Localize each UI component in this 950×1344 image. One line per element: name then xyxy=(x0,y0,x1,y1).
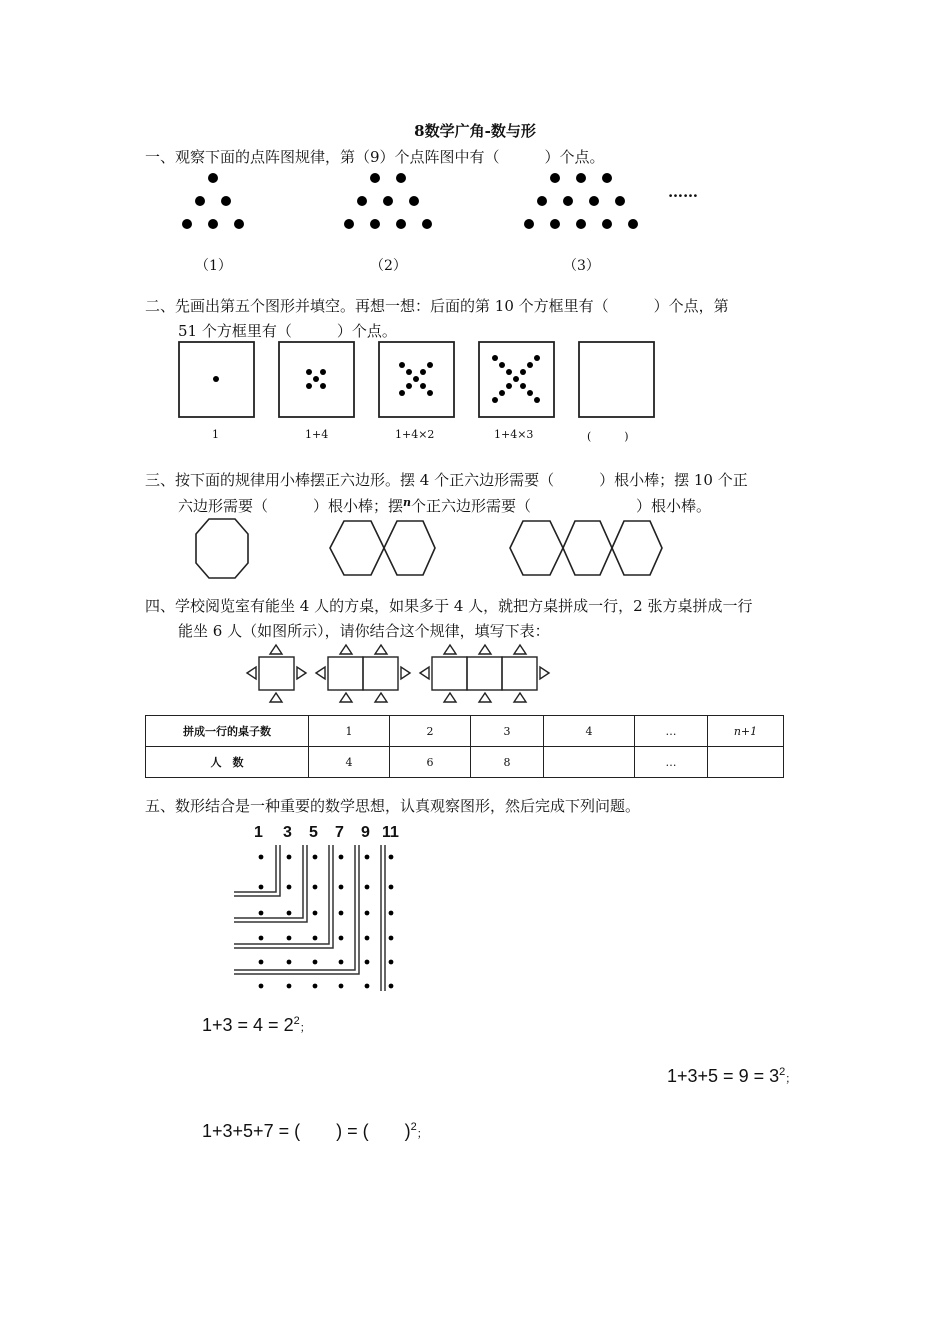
odd-number-square-figure xyxy=(230,845,430,995)
figure-label-1: （1） xyxy=(195,258,232,274)
table-cell: 3 xyxy=(471,716,544,747)
dot-triangle-figures xyxy=(0,165,950,265)
column-label: 7 xyxy=(335,824,344,841)
box-label-2: 1+4 xyxy=(305,428,329,441)
equation-1-exponent: 2 xyxy=(293,1015,300,1027)
column-label: 1 xyxy=(254,824,263,841)
equation-2-semicolon: ； xyxy=(785,1073,797,1085)
dot-box-figures xyxy=(0,340,950,430)
box-label-5: ( ) xyxy=(587,430,629,443)
column-label: 9 xyxy=(361,824,370,841)
question-2-line-1: 二、先画出第五个图形并填空。再想一想：后面的第 10 个方框里有（ ）个点，第 xyxy=(145,297,729,315)
box-label-1: 1 xyxy=(212,428,219,441)
table-answer-cell[interactable] xyxy=(544,747,635,778)
question-4-line-1: 四、学校阅览室有能坐 4 人的方桌，如果多于 4 人，就把方桌拼成一行，2 张方桌拼成一行 xyxy=(145,597,753,615)
question-5-text: 五、数形结合是一种重要的数学思想，认真观察图形，然后完成下列问题。 xyxy=(145,797,641,815)
box-label-4: 1+4×3 xyxy=(494,428,534,441)
table-row xyxy=(146,747,784,778)
table-seating-figures xyxy=(0,643,950,705)
equation-1-semicolon: ； xyxy=(299,1022,311,1034)
table-header-cell: 拼成一行的桌子数 xyxy=(146,716,309,747)
fill-in-table xyxy=(145,715,784,778)
equation-3-semicolon: ； xyxy=(416,1128,428,1140)
equation-3 xyxy=(202,1117,428,1143)
table-cell: n+1 xyxy=(708,716,784,747)
question-3-line-2a: 六边形需要（ ）根小棒；摆 xyxy=(178,497,404,515)
table-cell: … xyxy=(635,716,708,747)
hexagon-figures xyxy=(0,518,950,588)
equation-1-text: 1+3 = 4 = 2 xyxy=(202,1015,294,1035)
figure-label-2: （2） xyxy=(370,258,407,274)
table-answer-cell[interactable] xyxy=(708,747,784,778)
table-header-cell: 人 数 xyxy=(146,747,309,778)
equation-1 xyxy=(202,1015,311,1036)
variable-n: n xyxy=(403,496,412,509)
question-3-line-1: 三、按下面的规律用小棒摆正六边形。摆 4 个正六边形需要（ ）根小棒；摆 10 个正 xyxy=(145,471,748,489)
table-row xyxy=(146,716,784,747)
equation-2-exponent: 2 xyxy=(779,1066,786,1078)
figure-label-3: （3） xyxy=(563,258,600,274)
table-cell: … xyxy=(635,747,708,778)
equation-3-exponent: 2 xyxy=(410,1121,417,1133)
equation-2-text: 1+3+5 = 9 = 3 xyxy=(667,1066,780,1086)
column-label: 11 xyxy=(382,824,399,841)
page-title: 8数学广角-数与形 xyxy=(414,122,536,140)
column-label: 5 xyxy=(309,824,318,841)
table-cell: 6 xyxy=(390,747,471,778)
table-cell: 1 xyxy=(309,716,390,747)
table-cell: 2 xyxy=(390,716,471,747)
ellipsis: …… xyxy=(668,183,698,201)
table-cell: 8 xyxy=(471,747,544,778)
question-2-line-2: 51 个方框里有（ ）个点。 xyxy=(178,322,397,340)
equation-2 xyxy=(667,1066,796,1087)
column-label: 3 xyxy=(283,824,292,841)
question-4-line-2: 能坐 6 人（如图所示），请你结合这个规律，填写下表： xyxy=(178,622,550,640)
table-cell: 4 xyxy=(544,716,635,747)
question-3-line-2 xyxy=(178,495,711,516)
equation-3-text: 1+3+5+7 = ( ) = ( ) xyxy=(202,1121,411,1141)
question-1-text: 一、观察下面的点阵图规律，第（9）个点阵图中有（ ）个点。 xyxy=(145,148,605,166)
table-cell: 4 xyxy=(309,747,390,778)
box-label-3: 1+4×2 xyxy=(395,428,435,441)
question-3-line-2b: 个正六边形需要（ ）根小棒。 xyxy=(411,497,712,515)
